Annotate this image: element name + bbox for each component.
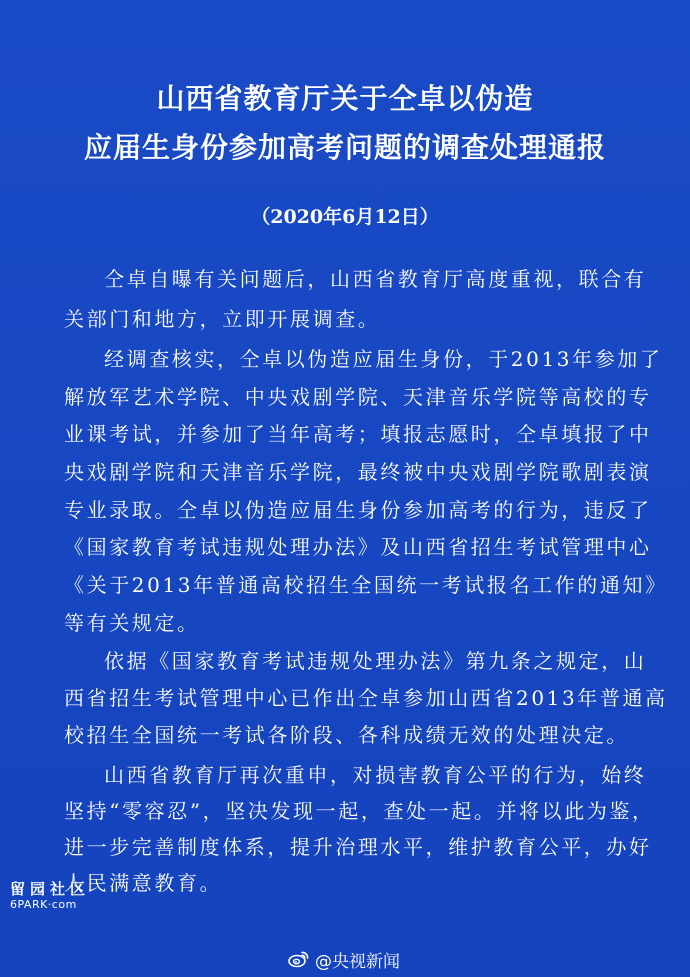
- body-line: 校招生全国统一考试各阶段、各科成绩无效的处理决定。: [64, 723, 629, 747]
- body-line: 山西省教育厅再次重申，对损害教育公平的行为，始终: [104, 763, 647, 787]
- body-line: 业课考试，并参加了当年高考；填报志愿时，仝卓填报了中: [64, 422, 652, 446]
- body-line: 《关于2013年普通高校招生全国统一考试报名工作的通知》: [64, 573, 668, 597]
- body-line: 进一步完善制度体系，提升治理水平，维护教育公平，办好: [64, 835, 652, 859]
- watermark: [10, 880, 90, 912]
- weibo-icon: [288, 950, 310, 968]
- body-line: 《国家教育考试违规处理办法》及山西省招生考试管理中心: [64, 535, 652, 559]
- notice-date: （2020年6月12日）: [251, 206, 439, 228]
- body-line: 等有关规定。: [64, 611, 200, 635]
- title-line-1: 山西省教育厅关于仝卓以伪造: [156, 82, 534, 115]
- source-credit: [288, 948, 400, 970]
- body-line: 央戏剧学院和天津音乐学院，最终被中央戏剧学院歌剧表演: [64, 460, 652, 484]
- title-line-2: 应届生身份参加高考问题的调查处理通报: [83, 131, 606, 164]
- body-line: 依据《国家教育考试违规处理办法》第九条之规定，山: [104, 649, 647, 673]
- body-line: 专业录取。仝卓以伪造应届生身份参加高考的行为，违反了: [64, 498, 652, 522]
- watermark-line-2: 6PARK·com: [10, 898, 77, 911]
- body-line: 关部门和地方，立即开展调查。: [64, 307, 381, 331]
- body-line: 解放军艺术学院、中央戏剧学院、天津音乐学院等高校的专: [64, 385, 652, 409]
- body-line: 经调查核实，仝卓以伪造应届生身份，于2013年参加了: [104, 347, 663, 371]
- source-label[interactable]: @央视新闻: [315, 951, 400, 972]
- body-line: 坚持“零容忍”，坚决发现一起，查处一起。并将以此为鉴，: [64, 799, 655, 823]
- body-line: 仝卓自曝有关问题后，山西省教育厅高度重视，联合有: [104, 267, 647, 291]
- watermark-line-1: 留园社区: [10, 880, 91, 898]
- body-line: 西省招生考试管理中心已作出仝卓参加山西省2013年普通高: [64, 686, 668, 710]
- body-line: 人民满意教育。: [64, 871, 223, 895]
